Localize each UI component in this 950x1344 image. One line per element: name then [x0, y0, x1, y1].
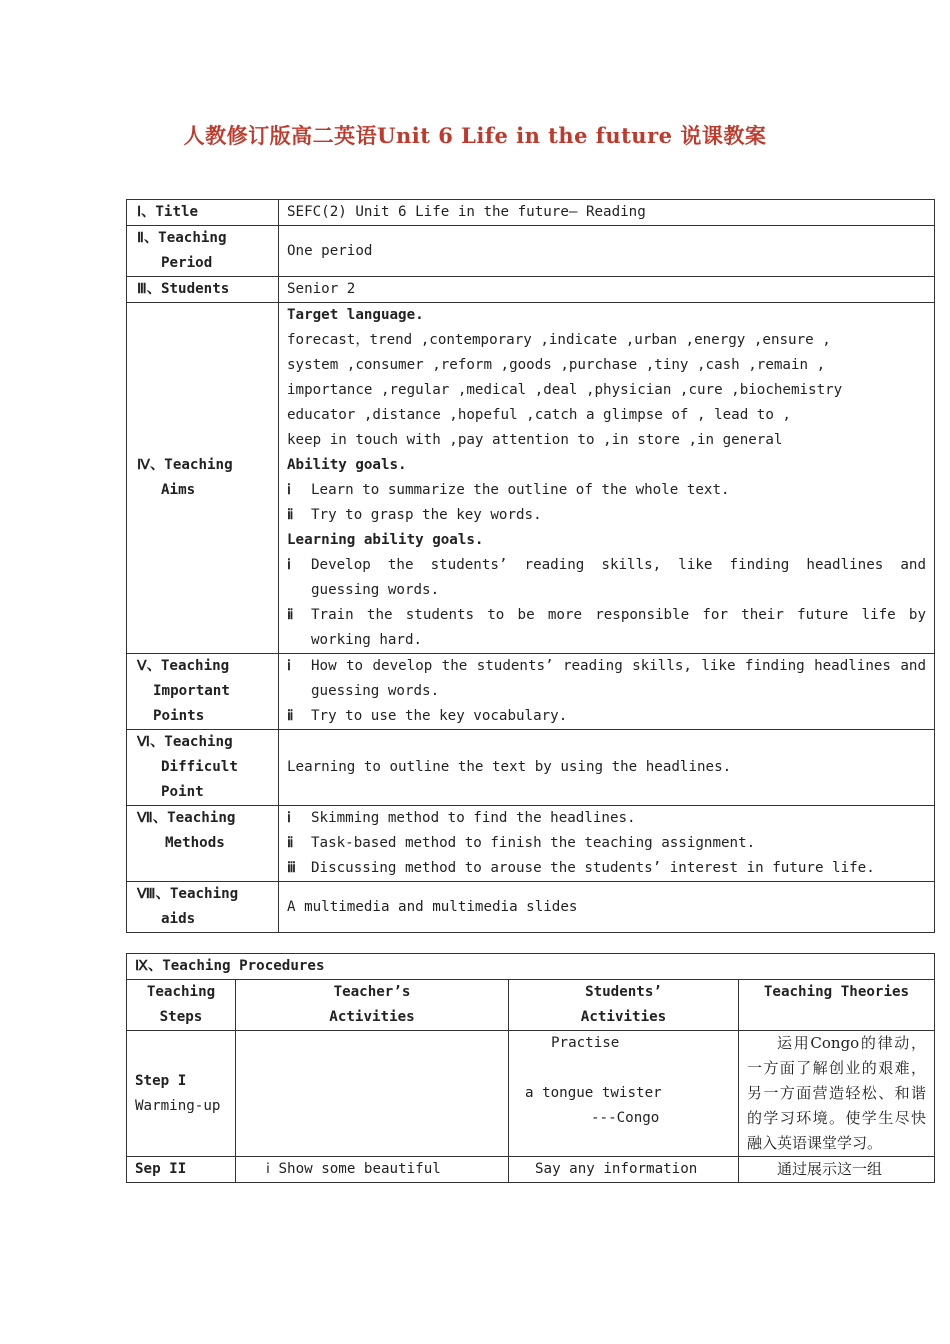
period-label: Ⅱ、Teaching Period — [127, 226, 279, 277]
document-title: 人教修订版高二英语Unit 6 Life in the future 说课教案 — [183, 123, 767, 148]
step-theory: 运用Congo的律动，一方面了解创业的艰难，另一方面营造轻松、和谐的学习环境。使学生尽快融入英语课堂学习。 — [739, 1031, 935, 1157]
list-item: ⅱ Task-based method to finish the teaching assignment. — [287, 835, 756, 851]
procedures-header-row — [127, 980, 935, 1031]
lesson-plan-table — [126, 199, 935, 933]
row-students — [127, 277, 935, 303]
students-value: Senior 2 — [279, 277, 935, 303]
row-methods — [127, 806, 935, 882]
list-item: ⅰ Learn to summarize the outline of the whole text. — [287, 482, 730, 498]
row-aids — [127, 882, 935, 933]
row-aims — [127, 303, 935, 654]
aids-value: A multimedia and multimedia slides — [279, 882, 935, 933]
target-language-heading: Target language. — [287, 307, 424, 323]
row-difficult-point — [127, 730, 935, 806]
list-item: ⅲ Discussing method to arouse the students’ interest in future life. — [287, 860, 875, 876]
header-theories: Teaching Theories — [739, 980, 935, 1031]
methods-label: Ⅶ、Teaching Methods — [127, 806, 279, 882]
aims-content — [279, 303, 935, 654]
step-students: Practise a tongue twister ---Congo — [509, 1031, 739, 1157]
title-value: SEFC(2) Unit 6 Life in the future— Reading — [279, 200, 935, 226]
target-line: forecast，trend ,contemporary ,indicate ,urban ,energy ,ensure , — [287, 332, 831, 348]
ability-goals-heading: Ability goals. — [287, 457, 407, 473]
important-label: Ⅴ、Teaching Important Points — [127, 654, 279, 730]
step-name: Step I Warming-up — [127, 1031, 236, 1157]
row-title — [127, 200, 935, 226]
header-steps: Teaching Steps — [127, 980, 236, 1031]
students-label: Ⅲ、Students — [127, 277, 279, 303]
list-item: ⅰ Develop the students’ reading skills, like finding headlines and guessing words. — [287, 557, 926, 598]
step-row — [127, 1157, 935, 1183]
header-teacher: Teacher’s Activities — [236, 980, 509, 1031]
title-label: Ⅰ、Title — [127, 200, 279, 226]
step-theory: 通过展示这一组 — [739, 1157, 935, 1183]
step-teacher: ⅰ Show some beautiful — [236, 1157, 509, 1183]
target-line: importance ,regular ,medical ,deal ,physician ,cure ,biochemistry — [287, 382, 843, 398]
target-line: educator ,distance ,hopeful ,catch a glimpse of , lead to , — [287, 407, 791, 423]
list-item: ⅱ Try to grasp the key words. — [287, 507, 542, 523]
list-item: ⅰ Skimming method to find the headlines. — [287, 810, 636, 826]
methods-content — [279, 806, 935, 882]
learning-ability-heading: Learning ability goals. — [287, 532, 484, 548]
list-item: ⅱ Train the students to be more responsible for their future life by working hard. — [287, 607, 926, 648]
period-value: One period — [279, 226, 935, 277]
procedures-table — [126, 953, 935, 1183]
procedures-heading-row — [127, 954, 935, 980]
target-line: system ,consumer ,reform ,goods ,purchase ,tiny ,cash ,remain , — [287, 357, 826, 373]
step-row — [127, 1031, 935, 1157]
list-item: ⅰ How to develop the students’ reading skills, like finding headlines and guessing words. — [287, 658, 926, 699]
step-students: Say any information — [509, 1157, 739, 1183]
header-students: Students’ Activities — [509, 980, 739, 1031]
aids-label: Ⅷ、Teaching aids — [127, 882, 279, 933]
difficult-label: Ⅵ、Teaching Difficult Point — [127, 730, 279, 806]
list-item: ⅱ Try to use the key vocabulary. — [287, 708, 568, 724]
step-name: Sep II — [127, 1157, 236, 1183]
row-period — [127, 226, 935, 277]
procedures-heading: Ⅸ、Teaching Procedures — [127, 954, 935, 980]
row-important-points — [127, 654, 935, 730]
difficult-value: Learning to outline the text by using the headlines. — [279, 730, 935, 806]
important-content — [279, 654, 935, 730]
aims-label: Ⅳ、Teaching Aims — [127, 303, 279, 654]
target-line: keep in touch with ,pay attention to ,in store ,in general — [287, 432, 783, 448]
step-teacher — [236, 1031, 509, 1157]
